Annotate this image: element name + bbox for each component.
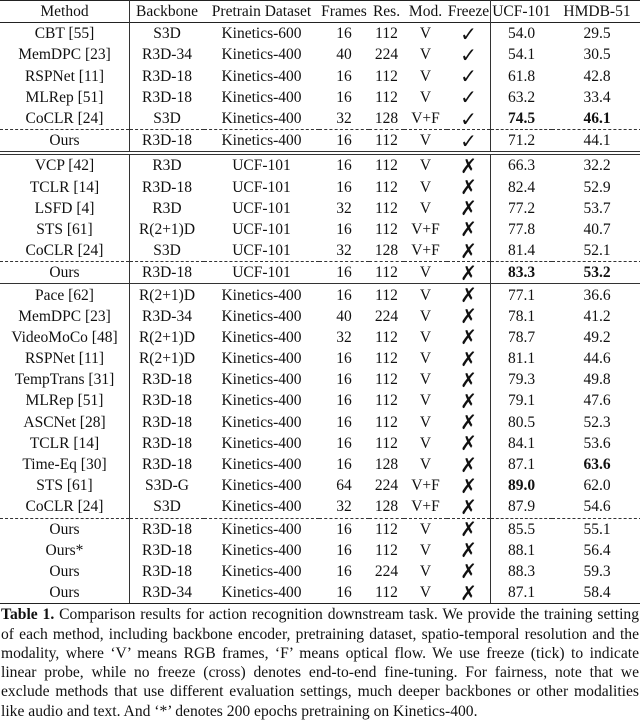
cell-mod: V: [419, 392, 432, 410]
table-row: [0, 454, 640, 475]
cell-frames: 32: [336, 110, 352, 128]
cell-frames: 32: [336, 199, 352, 217]
cell-res: 224: [374, 562, 399, 580]
cell-hmdb: 44.1: [552, 130, 640, 154]
cell-ucf: 88.3: [507, 562, 536, 580]
cell-mod: V: [404, 153, 447, 176]
cell-ucf: 81.4: [507, 242, 536, 260]
caption-text: Comparison results for action recognition downstream task. We provide the training setting of each method, including backbone encoder, pretraining dataset, spatio-temporal resolution and the modality, where ‘V’ means RGB frames, ‘F’ means optical flow. We use freeze (tick) to indicate linear probe, while no freeze (cross) denotes end-to-end fine-tuning. For fairness, note that we exclude methods that use different evaluation settings, much deeper backbones or other modalities like audio and text. And ‘*’ denotes 200 epochs pretraining on Kinetics-400.: [1, 606, 639, 720]
cell-hmdb: 41.2: [583, 307, 611, 325]
cell-backbone: R3D-18: [142, 413, 192, 431]
cell-dataset: Kinetics-400: [221, 541, 302, 559]
cell-mod: V: [419, 307, 432, 325]
cell-mod: V: [419, 413, 432, 431]
cell-dataset: Kinetics-400: [221, 88, 302, 106]
cell-res: 112: [369, 582, 404, 604]
cell-backbone: R3D-18: [142, 67, 192, 85]
cell-res: 112: [369, 130, 404, 154]
cell-res: 112: [375, 350, 398, 368]
cell-hmdb: 46.1: [583, 110, 611, 128]
cell-ucf: 83.3: [491, 262, 553, 284]
table-row: [0, 496, 640, 518]
cell-backbone: R3D: [130, 153, 205, 176]
cell-res: 128: [374, 456, 399, 474]
cross-icon: ✗: [447, 348, 491, 369]
cell-ucf: 87.9: [507, 498, 536, 516]
cell-mod: V+F: [411, 477, 440, 495]
table-row: [0, 284, 640, 306]
cell-mod: V+F: [411, 220, 440, 238]
cell-hmdb: 56.4: [583, 541, 611, 559]
cell-res: 112: [375, 434, 398, 452]
cell-frames: 16: [336, 456, 352, 474]
cross-icon: ✗: [447, 496, 491, 518]
cell-ucf: 81.1: [507, 350, 536, 368]
cell-frames: 16: [319, 153, 369, 176]
cell-ucf: 61.8: [507, 67, 536, 85]
cell-frames: 16: [336, 67, 352, 85]
check-icon: ✓: [447, 87, 491, 108]
cross-icon: ✗: [447, 284, 491, 306]
cell-ucf: 84.1: [507, 434, 536, 452]
cell-frames: 16: [336, 434, 352, 452]
ours-row: [0, 130, 640, 154]
cell-mod: V: [419, 178, 432, 196]
cross-icon: ✗: [447, 306, 491, 327]
cell-dataset: Kinetics-400: [221, 46, 302, 64]
cell-dataset: UCF-101: [232, 178, 291, 196]
cell-ucf: 77.2: [507, 199, 536, 217]
cell-backbone: R3D-18: [142, 434, 192, 452]
cell-method: Ours: [0, 262, 130, 284]
cell-backbone: R3D-34: [130, 582, 205, 604]
check-icon: ✓: [447, 66, 491, 87]
cross-icon: ✗: [447, 561, 491, 582]
cell-hmdb: 62.0: [583, 477, 611, 495]
cell-res: 112: [375, 67, 398, 85]
cross-icon: ✗: [447, 369, 491, 390]
cell-res: 112: [369, 153, 404, 176]
cross-icon: ✗: [447, 153, 491, 176]
table-row: [0, 390, 640, 411]
cell-res: 112: [375, 199, 398, 217]
cell-ucf: 82.4: [507, 178, 536, 196]
cell-mod: V: [419, 199, 432, 217]
cell-ucf: 85.5: [491, 518, 553, 540]
cell-hmdb: 44.6: [583, 350, 611, 368]
cell-res: 112: [369, 284, 404, 306]
cell-frames: 40: [336, 307, 352, 325]
cell-hmdb: 52.1: [583, 242, 611, 260]
cell-method: STS [61]: [0, 219, 130, 240]
table-row: [0, 306, 640, 327]
cell-backbone: R3D-18: [142, 456, 192, 474]
table-row: [0, 108, 640, 130]
table-row: [0, 198, 640, 219]
table-row: [0, 44, 640, 65]
cell-res: 112: [375, 371, 398, 389]
cell-dataset: Kinetics-400: [221, 562, 302, 580]
cell-dataset: UCF-101: [232, 242, 291, 260]
header-ucf: UCF-101: [492, 3, 551, 21]
cell-hmdb: 33.4: [583, 88, 611, 106]
cross-icon: ✗: [447, 475, 491, 496]
cell-backbone: R3D-18: [130, 262, 205, 284]
cell-backbone: R3D-18: [142, 371, 192, 389]
cell-ucf: 71.2: [491, 130, 553, 154]
cell-frames: 16: [336, 371, 352, 389]
cell-ucf: 78.7: [507, 328, 536, 346]
table-row: [0, 412, 640, 433]
ours-row: [0, 540, 640, 561]
cell-res: 112: [375, 392, 398, 410]
ours-row: [0, 582, 640, 604]
cell-frames: 16: [336, 220, 352, 238]
cell-mod: V: [404, 518, 447, 540]
table-row: [0, 23, 640, 45]
table-row: [0, 87, 640, 108]
cross-icon: ✗: [447, 327, 491, 348]
cell-frames: 16: [319, 284, 369, 306]
cell-ucf: 87.1: [491, 582, 553, 604]
cell-frames: 16: [336, 413, 352, 431]
cell-frames: 32: [336, 328, 352, 346]
cell-frames: 16: [336, 350, 352, 368]
cell-res: 112: [369, 518, 404, 540]
cell-mod: V: [419, 541, 432, 559]
header-method: Method: [0, 1, 130, 23]
cell-method: MLRep [51]: [0, 87, 130, 108]
cell-backbone: R3D-34: [142, 46, 192, 64]
cell-method: Ours: [0, 561, 130, 582]
caption-label: Table 1.: [1, 606, 55, 624]
cell-hmdb: 49.8: [583, 371, 611, 389]
cell-dataset: Kinetics-400: [204, 518, 319, 540]
cell-mod: V: [404, 262, 447, 284]
header-backbone: Backbone: [136, 3, 198, 21]
cell-mod: V: [419, 328, 432, 346]
cell-backbone: R3D-18: [142, 562, 192, 580]
cell-hmdb: 54.6: [583, 498, 611, 516]
header-dataset: Pretrain Dataset: [211, 3, 312, 21]
cell-res: 112: [369, 262, 404, 284]
cell-frames: 32: [336, 498, 352, 516]
cell-hmdb: 42.8: [583, 67, 611, 85]
cell-res: 128: [374, 242, 399, 260]
table-row: [0, 475, 640, 496]
cell-backbone: S3D: [153, 25, 181, 43]
cell-dataset: Kinetics-400: [221, 350, 302, 368]
table-row: [0, 433, 640, 454]
cell-backbone: R(2+1)D: [130, 284, 205, 306]
table-row: [0, 177, 640, 198]
cell-dataset: Kinetics-400: [204, 284, 319, 306]
cell-method: ASCNet [28]: [0, 412, 130, 433]
cell-mod: V+F: [411, 498, 440, 516]
header-mod: Mod.: [408, 3, 443, 21]
cross-icon: ✗: [447, 412, 491, 433]
cell-dataset: UCF-101: [204, 262, 319, 284]
cell-frames: 32: [336, 242, 352, 260]
cell-mod: V: [404, 130, 447, 154]
cell-ucf: 79.1: [507, 392, 536, 410]
cell-hmdb: 53.6: [583, 434, 611, 452]
cell-backbone: R(2+1)D: [138, 328, 196, 346]
cell-frames: 16: [319, 518, 369, 540]
cell-method: LSFD [4]: [0, 198, 130, 219]
cell-ucf: 88.1: [507, 541, 536, 559]
cross-icon: ✗: [447, 582, 491, 604]
cell-frames: 16: [319, 262, 369, 284]
cell-frames: 16: [319, 130, 369, 154]
cell-res: 128: [374, 498, 399, 516]
table-body: [0, 23, 640, 604]
cell-backbone: R3D-18: [142, 178, 192, 196]
cell-hmdb: 40.7: [583, 220, 611, 238]
cell-method: RSPNet [11]: [0, 66, 130, 87]
cell-dataset: Kinetics-400: [221, 307, 302, 325]
cell-method: VCP [42]: [0, 153, 130, 176]
cell-ucf: 54.0: [507, 25, 536, 43]
cell-dataset: Kinetics-400: [221, 110, 302, 128]
cell-backbone: R3D-18: [130, 130, 205, 154]
cell-frames: 16: [336, 541, 352, 559]
check-icon: ✓: [447, 44, 491, 65]
cell-res: 224: [374, 307, 399, 325]
cell-hmdb: 47.6: [583, 392, 611, 410]
header-frames: Frames: [321, 3, 367, 21]
cell-res: 112: [375, 178, 398, 196]
cell-ucf: 63.2: [507, 88, 536, 106]
header-row: [0, 1, 640, 23]
cell-backbone: S3D-G: [145, 477, 189, 495]
cell-hmdb: 30.5: [583, 46, 611, 64]
cell-frames: 40: [336, 46, 352, 64]
cell-hmdb: 52.9: [583, 178, 611, 196]
cell-hmdb: 63.6: [583, 456, 611, 474]
cell-method: TempTrans [31]: [0, 369, 130, 390]
header-hmdb: HMDB-51: [563, 3, 631, 21]
cell-method: TCLR [14]: [0, 177, 130, 198]
cell-frames: 16: [336, 25, 352, 43]
cell-backbone: R3D-18: [142, 88, 192, 106]
cell-res: 224: [374, 46, 399, 64]
cell-mod: V: [419, 46, 432, 64]
check-icon: ✓: [447, 108, 491, 130]
cell-res: 112: [375, 25, 398, 43]
cell-hmdb: 52.3: [583, 413, 611, 431]
cell-res: 112: [375, 413, 398, 431]
cell-dataset: Kinetics-400: [204, 582, 319, 604]
cell-ucf: 54.1: [507, 46, 536, 64]
cell-hmdb: 55.1: [552, 518, 640, 540]
cell-frames: 16: [336, 562, 352, 580]
cell-dataset: Kinetics-400: [221, 328, 302, 346]
cell-method: CoCLR [24]: [0, 496, 130, 518]
cell-ucf: 80.5: [507, 413, 536, 431]
cell-mod: V: [419, 371, 432, 389]
cell-ucf: 79.3: [507, 371, 536, 389]
cell-mod: V: [419, 562, 432, 580]
cell-frames: 16: [336, 392, 352, 410]
cell-res: 128: [374, 110, 399, 128]
cell-method: Ours*: [0, 540, 130, 561]
cell-mod: V: [419, 434, 432, 452]
cell-method: MemDPC [23]: [0, 306, 130, 327]
cell-backbone: R3D-18: [130, 518, 205, 540]
cell-mod: V: [419, 88, 432, 106]
cell-backbone: R3D-18: [142, 392, 192, 410]
cell-ucf: 74.5: [507, 110, 536, 128]
cell-backbone: R(2+1)D: [138, 220, 196, 238]
cell-hmdb: 58.4: [552, 582, 640, 604]
cross-icon: ✗: [447, 433, 491, 454]
cross-icon: ✗: [447, 454, 491, 475]
cell-mod: V: [419, 25, 432, 43]
cell-method: STS [61]: [0, 475, 130, 496]
cell-backbone: R3D-18: [142, 541, 192, 559]
cross-icon: ✗: [447, 518, 491, 540]
cross-icon: ✗: [447, 240, 491, 262]
cell-mod: V+F: [411, 242, 440, 260]
cell-method: Pace [62]: [0, 284, 130, 306]
cell-mod: V: [404, 284, 447, 306]
cell-mod: V: [419, 67, 432, 85]
cell-backbone: S3D: [153, 498, 181, 516]
cross-icon: ✗: [447, 262, 491, 284]
cell-method: VideoMoCo [48]: [0, 327, 130, 348]
cell-dataset: Kinetics-400: [204, 130, 319, 154]
cell-hmdb: 53.2: [552, 262, 640, 284]
cell-method: CBT [55]: [0, 23, 130, 45]
cell-dataset: UCF-101: [232, 199, 291, 217]
cell-backbone: R3D-34: [142, 307, 192, 325]
cell-frames: 16: [319, 582, 369, 604]
ours-row: [0, 262, 640, 284]
cell-backbone: R3D: [152, 199, 182, 217]
table-row: [0, 327, 640, 348]
cell-dataset: Kinetics-400: [221, 498, 302, 516]
cell-method: MemDPC [23]: [0, 44, 130, 65]
cell-method: Ours: [0, 582, 130, 604]
cell-ucf: 78.1: [507, 307, 536, 325]
cell-dataset: Kinetics-400: [221, 67, 302, 85]
cell-dataset: UCF-101: [232, 220, 291, 238]
cross-icon: ✗: [447, 177, 491, 198]
cell-ucf: 77.1: [491, 284, 553, 306]
cell-hmdb: 29.5: [583, 25, 611, 43]
cell-res: 112: [375, 88, 398, 106]
table-row: [0, 348, 640, 369]
cell-method: Time-Eq [30]: [0, 454, 130, 475]
cell-res: 112: [375, 541, 398, 559]
cell-mod: V: [419, 456, 432, 474]
cell-hmdb: 53.7: [583, 199, 611, 217]
cell-ucf: 66.3: [491, 153, 553, 176]
cell-dataset: Kinetics-600: [221, 25, 302, 43]
table-row: [0, 66, 640, 87]
check-icon: ✓: [447, 130, 491, 154]
cell-dataset: Kinetics-400: [221, 477, 302, 495]
cell-method: Ours: [0, 130, 130, 154]
cell-backbone: S3D: [153, 110, 181, 128]
cell-dataset: Kinetics-400: [221, 413, 302, 431]
ours-row: [0, 561, 640, 582]
cell-frames: 16: [336, 88, 352, 106]
cell-hmdb: 59.3: [583, 562, 611, 580]
cell-res: 224: [374, 477, 399, 495]
cross-icon: ✗: [447, 390, 491, 411]
table-row: [0, 369, 640, 390]
cell-method: RSPNet [11]: [0, 348, 130, 369]
cell-ucf: 89.0: [507, 477, 536, 495]
cell-mod: V: [404, 582, 447, 604]
cell-hmdb: 36.6: [552, 284, 640, 306]
cell-dataset: Kinetics-400: [221, 371, 302, 389]
cell-method: CoCLR [24]: [0, 108, 130, 130]
cell-ucf: 77.8: [507, 220, 536, 238]
cell-mod: V+F: [411, 110, 440, 128]
cell-method: TCLR [14]: [0, 433, 130, 454]
cell-dataset: Kinetics-400: [221, 456, 302, 474]
cell-backbone: R(2+1)D: [138, 350, 196, 368]
cell-method: MLRep [51]: [0, 390, 130, 411]
cell-res: 112: [375, 328, 398, 346]
cell-dataset: UCF-101: [204, 153, 319, 176]
table-row: [0, 240, 640, 262]
header-res: Res.: [372, 3, 401, 21]
cell-dataset: Kinetics-400: [221, 392, 302, 410]
cell-hmdb: 49.2: [583, 328, 611, 346]
header-freeze: Freeze: [447, 1, 491, 23]
cell-frames: 64: [336, 477, 352, 495]
table-caption: [0, 605, 640, 721]
cell-hmdb: 32.2: [552, 153, 640, 176]
cross-icon: ✗: [447, 198, 491, 219]
ours-row: [0, 518, 640, 540]
cross-icon: ✗: [447, 540, 491, 561]
cross-icon: ✗: [447, 219, 491, 240]
table-row: [0, 153, 640, 176]
check-icon: ✓: [447, 23, 491, 45]
cell-ucf: 87.1: [507, 456, 536, 474]
cell-frames: 16: [336, 178, 352, 196]
table-row: [0, 219, 640, 240]
cell-mod: V: [419, 350, 432, 368]
cell-backbone: S3D: [153, 242, 181, 260]
cell-method: Ours: [0, 518, 130, 540]
cell-res: 112: [375, 220, 398, 238]
cell-method: CoCLR [24]: [0, 240, 130, 262]
cell-dataset: Kinetics-400: [221, 434, 302, 452]
